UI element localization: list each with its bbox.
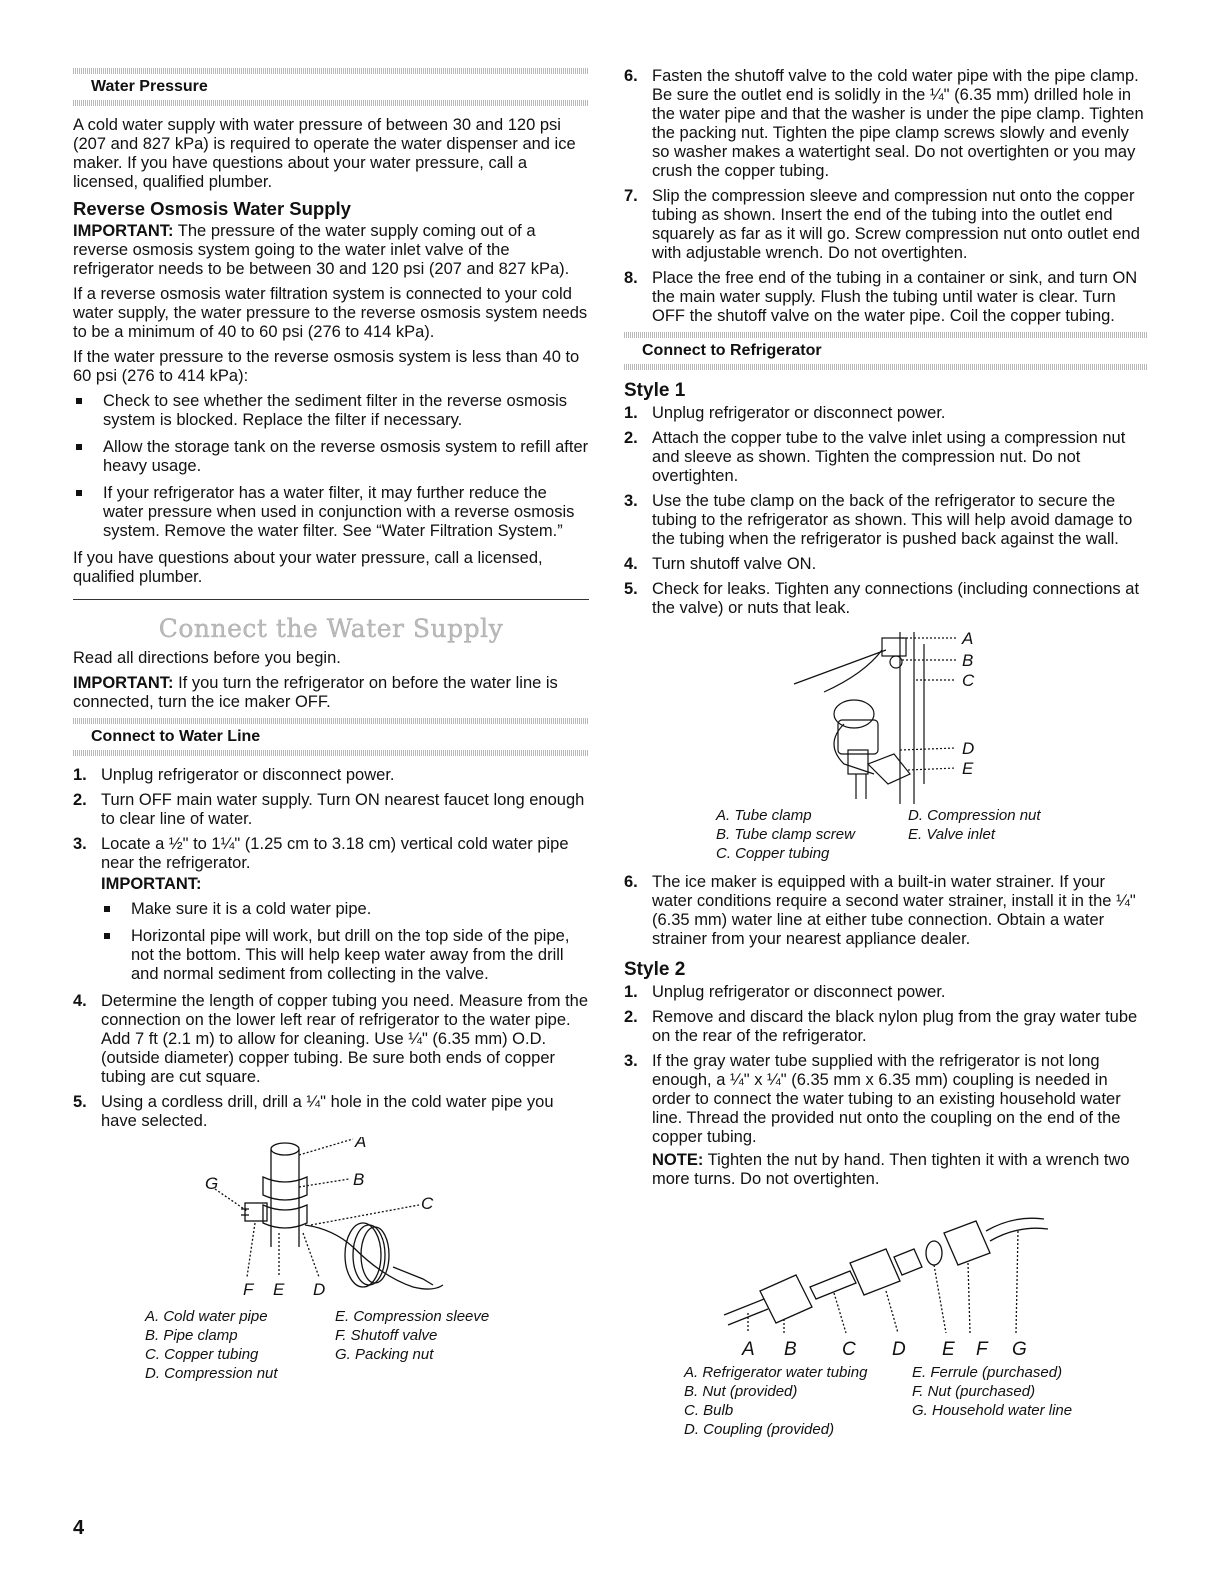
fig2-letter-d: D: [892, 1339, 906, 1360]
connect-fridge-heading: Connect to Refrigerator: [642, 342, 822, 359]
coupling-figure: [624, 1195, 1148, 1363]
fig1-letter-b: B: [962, 651, 974, 670]
fig-letter-a: A: [355, 1137, 367, 1151]
ro-important: IMPORTANT: The pressure of the water supply coming out of a reverse osmosis system going to the water inlet valve of the refrigerator needs to be between 30 and 120 psi (207 and 827 kPa).: [73, 222, 570, 278]
list-item: Allow the storage tank on the reverse osmosis system to refill after heavy usage.: [73, 438, 589, 476]
caption: E. Compression sleeve: [335, 1308, 490, 1325]
fig2-letter-g: G: [1012, 1339, 1027, 1360]
step-item: 2. Remove and discard the black nylon plug from the gray water tube on the rear of the refrigerator.: [624, 1008, 1138, 1045]
step-item: 3. If the gray water tube supplied with the refrigerator is not long enough, a ¼" x ¼" (6.35 mm x 6.35 mm) coupling is needed in order to connect the water tubing to an existing household water line. Thread the provided nut onto the coupling on the end of the copper tubing. NOTE: Tighten the nut by hand. Then tighten it with a wrench two more turns. Do not overtighten.: [624, 1052, 1148, 1189]
ro-paragraph-2: If a reverse osmosis water filtration system is connected to your cold water supply, the water pressure to the reverse osmosis system needs to be a minimum of 40 to 60 psi (276 to 414 kPa).: [73, 285, 588, 341]
step-item: 1. Unplug refrigerator or disconnect power.: [73, 766, 395, 784]
fig1-letter-a: A: [962, 629, 974, 648]
step-item: 2. Attach the copper tube to the valve inlet using a compression nut and sleeve as shown. Tighten the compression nut. Do not overtighten.: [624, 429, 1126, 485]
fig1-letter-e: E: [962, 759, 974, 778]
fig-letter-c: C: [421, 1194, 434, 1213]
step-item: 8. Place the free end of the tubing in a container or sink, and turn ON the main water supply. Flush the tubing until water is clear. Turn OFF the shutoff valve on the water pipe. Coil the copper tubing.: [624, 269, 1138, 325]
ro-paragraph-4: If you have questions about your water pressure, call a licensed, qualified plumber.: [73, 549, 543, 586]
valve-inlet-illustration: [624, 624, 1148, 814]
sub-important: IMPORTANT:: [101, 875, 202, 893]
step-item: 1. Unplug refrigerator or disconnect power.: [624, 404, 946, 422]
list-item: Make sure it is a cold water pipe.: [101, 900, 589, 919]
ro-paragraph-3: If the water pressure to the reverse osmosis system is less than 40 to 60 psi (276 to 414 kPa):: [73, 348, 580, 385]
pipe-valve-captions: [145, 1307, 525, 1383]
caption: A. Cold water pipe: [145, 1308, 268, 1325]
ro-bullets: [73, 392, 589, 541]
fig2-letter-a: A: [742, 1339, 755, 1360]
caption: A. Refrigerator water tubing: [684, 1364, 868, 1381]
coupling-illustration: [624, 1195, 1148, 1363]
fig2-letter-f: F: [976, 1339, 988, 1360]
style2-note: NOTE: Tighten the nut by hand. Then tighten it with a wrench two more turns. Do not overtighten.: [652, 1151, 1130, 1188]
pipe-valve-illustration: [73, 1137, 589, 1307]
connect-supply-title: Connect the Water Supply: [158, 614, 504, 643]
fig1-letter-c: C: [962, 671, 975, 690]
caption: C. Copper tubing: [716, 845, 830, 862]
caption: D. Coupling (provided): [684, 1421, 835, 1438]
fig2-letter-b: B: [784, 1339, 797, 1360]
caption: G. Packing nut: [335, 1346, 434, 1363]
caption: [912, 1420, 1104, 1439]
step-item: 3. Locate a ½" to 1¼" (1.25 cm to 3.18 cm) vertical cold water pipe near the refrigerator. IMPORTANT: Make sure it is a cold water pipe. Horizontal pipe will work, but drill on the top side of the pipe, not the bottom. This will help keep water away from the drill and normal sediment from collecting in the valve.: [73, 835, 589, 984]
step-item: 6. The ice maker is equipped with a built-in water strainer. If your water conditions require a second water strainer, install it in the ¼" (6.35 mm) water line at either tube connection. Obtain a water strainer from your nearest appliance dealer.: [624, 873, 1136, 948]
connect-fridge-header: [624, 332, 1148, 370]
connect-supply-important: IMPORTANT: If you turn the refrigerator on before the water line is connected, turn the ice maker OFF.: [73, 674, 558, 711]
caption: D. Compression nut: [145, 1365, 278, 1382]
fig1-letter-d: D: [962, 739, 975, 758]
list-item: If your refrigerator has a water filter, it may further reduce the water pressure when used in conjunction with a reverse osmosis system. Remove the water filter. See “Water Filtration System.”: [73, 484, 589, 541]
water-line-steps-cont: [624, 67, 1148, 326]
left-column: [73, 62, 589, 1383]
style2-heading: Style 2: [624, 959, 686, 980]
water-pressure-heading: Water Pressure: [91, 78, 208, 95]
caption: E. Ferrule (purchased): [912, 1364, 1063, 1381]
water-pressure-header: [73, 68, 589, 106]
caption: D. Compression nut: [908, 807, 1041, 824]
valve-inlet-figure: [624, 624, 1148, 814]
caption: B. Tube clamp screw: [716, 826, 855, 843]
caption: [335, 1364, 525, 1383]
water-line-heading: Connect to Water Line: [91, 728, 261, 745]
step-item: 5. Check for leaks. Tighten any connections (including connections at the valve) or nuts that leak.: [624, 580, 1140, 617]
valve-inlet-captions: [716, 806, 1106, 863]
step-item: 1. Unplug refrigerator or disconnect power.: [624, 983, 946, 1001]
sub-bullets: [101, 900, 589, 984]
fig2-letter-e: E: [942, 1339, 955, 1360]
step-item: 6. Fasten the shutoff valve to the cold water pipe with the pipe clamp. Be sure the outlet end is solidly in the ¼" (6.35 mm) drilled hole in the water pipe and that the washer is under the pipe clamp. Tighten the packing nut. Tighten the pipe clamp screws slowly and evenly so washer makes a watertight seal. Do not overtighten or you may crush the copper tubing.: [624, 67, 1144, 180]
right-column: [624, 67, 1148, 1439]
caption: F. Shutoff valve: [335, 1327, 438, 1344]
style1-step6: [624, 873, 1148, 949]
caption: B. Nut (provided): [684, 1383, 798, 1400]
fig-letter-g: G: [205, 1174, 219, 1193]
caption: B. Pipe clamp: [145, 1327, 238, 1344]
coupling-captions: [684, 1363, 1104, 1439]
style2-steps: [624, 983, 1148, 1189]
page-number: 4: [73, 1517, 85, 1539]
step-item: 7. Slip the compression sleeve and compression nut onto the copper tubing as shown. Insert the end of the tubing into the outlet end squarely as far as it will go. Screw compression nut onto outlet end with adjustable wrench. Do not overtighten.: [624, 187, 1140, 262]
caption: [908, 844, 1106, 863]
fig-letter-e: E: [273, 1280, 285, 1299]
style1-heading: Style 1: [624, 380, 686, 401]
ro-heading: Reverse Osmosis Water Supply: [73, 198, 351, 219]
fig-letter-d: D: [313, 1280, 326, 1299]
fig2-letter-c: C: [842, 1339, 856, 1360]
style1-steps: [624, 404, 1148, 618]
step-item: 3. Use the tube clamp on the back of the refrigerator to secure the tubing to the refrigerator as shown. This will help avoid damage to the tubing when the refrigerator is pushed back against the wall.: [624, 492, 1133, 548]
caption: C. Bulb: [684, 1402, 734, 1419]
section-divider: [73, 599, 589, 600]
caption: C. Copper tubing: [145, 1346, 259, 1363]
caption: F. Nut (purchased): [912, 1383, 1036, 1400]
water-line-header: [73, 718, 589, 756]
fig-letter-b: B: [353, 1170, 365, 1189]
list-item: Check to see whether the sediment filter in the reverse osmosis system is blocked. Replace the filter if necessary.: [73, 392, 589, 430]
caption: E. Valve inlet: [908, 826, 995, 843]
step-item: 4. Determine the length of copper tubing you need. Measure from the connection on the lower left rear of refrigerator to the water pipe. Add 7 ft (2.1 m) to allow for cleaning. Use ¼" (6.35 mm) O.D. (outside diameter) copper tubing. Be sure both ends of copper tubing are cut square.: [73, 992, 589, 1086]
caption: A. Tube clamp: [716, 807, 812, 824]
water-pressure-body: A cold water supply with water pressure of between 30 and 120 psi (207 and 827 kPa) is required to operate the water dispenser and ice maker. If you have questions about your water pressure, call a licensed, qualified plumber.: [73, 116, 576, 191]
list-item: Horizontal pipe will work, but drill on the top side of the pipe, not the bottom. This will help keep water away from the drill and normal sediment from collecting in the valve.: [101, 927, 589, 984]
fig-letter-f: F: [243, 1280, 254, 1299]
pipe-valve-figure: [73, 1137, 589, 1307]
water-line-steps: [73, 766, 589, 1131]
connect-supply-intro: Read all directions before you begin.: [73, 649, 341, 667]
step-item: 2. Turn OFF main water supply. Turn ON nearest faucet long enough to clear line of water.: [73, 791, 585, 828]
step-item: 5. Using a cordless drill, drill a ¼" hole in the cold water pipe you have selected.: [73, 1093, 554, 1130]
caption: G. Household water line: [912, 1402, 1073, 1419]
step-item: 4. Turn shutoff valve ON.: [624, 555, 817, 573]
